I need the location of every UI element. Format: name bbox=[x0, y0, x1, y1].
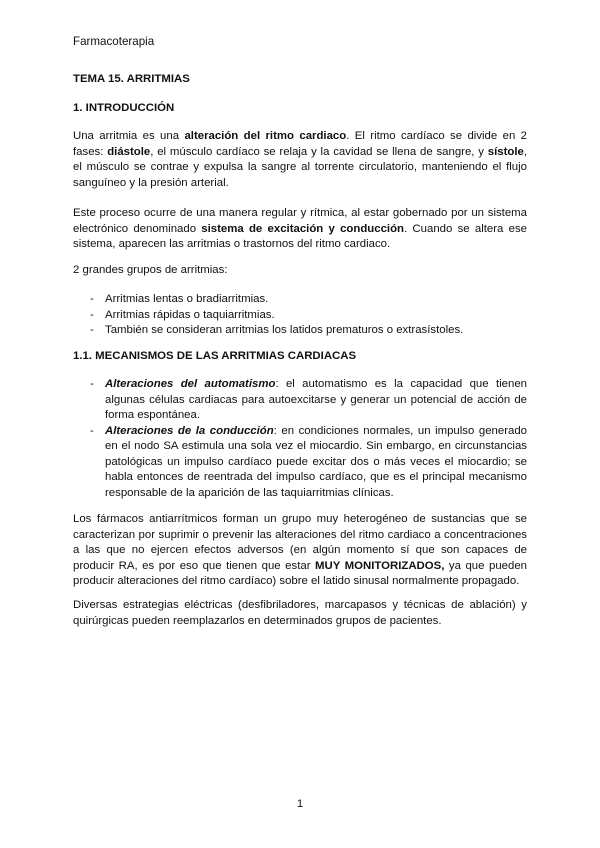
mechanism-term: Alteraciones del automatismo bbox=[105, 378, 276, 390]
list-item-text: Arritmias lentas o bradiarritmias. bbox=[105, 293, 269, 305]
bold-term-monitorizados: MUY MONITORIZADOS, bbox=[315, 559, 445, 572]
text-run: Los fármacos antiarrítmicos forman un grupo muy heterogéneo de sustancias que se caracterizan por suprimir o prevenir las alteraciones del ritmo cardiaco a concentraciones a las que no ejercen efectos adversos (en algún momento sí que son capaces de producir RA, es por eso que tienen que estar bbox=[73, 513, 527, 572]
bold-term-sistole: sístole bbox=[487, 145, 524, 158]
dash-bullet: - bbox=[90, 308, 94, 321]
section-heading-introduccion: 1. INTRODUCCIÓN bbox=[73, 102, 175, 114]
mechanisms-list bbox=[73, 377, 527, 501]
bold-term-diastole: diástole bbox=[107, 145, 151, 158]
running-header: Farmacoterapia bbox=[73, 35, 155, 48]
list-item bbox=[73, 292, 527, 308]
page-number: 1 bbox=[296, 798, 304, 810]
list-item-text: Arritmias rápidas o taquiarritmias. bbox=[105, 308, 275, 321]
text-run: . El ritmo cardíaco se divide en 2 fases: bbox=[73, 130, 528, 158]
bold-term-sistema: sistema de excitación y conducción bbox=[201, 222, 405, 235]
section-heading-mecanismos: 1.1. MECANISMOS DE LAS ARRITMIAS CARDIACAS bbox=[73, 350, 357, 362]
paragraph-antiarrhythmic-drugs bbox=[73, 512, 527, 590]
arrhythmia-groups-list bbox=[73, 292, 527, 339]
text-run: Una arritmia es una bbox=[73, 130, 185, 142]
dash-bullet: - bbox=[90, 324, 94, 336]
paragraph-strategies: Diversas estrategias eléctricas (desfibriladores, marcapasos y técnicas de ablación) y quirúrgicas pueden reemplazarlos en determinados grupos de pacientes. bbox=[73, 599, 527, 627]
paragraph-definition bbox=[73, 129, 527, 191]
mechanism-text: : en condiciones normales, un impulso generado en el nodo SA estimula una sola vez el miocardio. Sin embargo, en circunstancias patológicas un impulso cardíaco puede excitar dos o más veces el miocardio; se habla entonces de reentrada del impulso cardíaco, que es el principal mecanismo responsable de la aparición de las taquiarritmias clínicas. bbox=[105, 424, 527, 499]
list-item bbox=[73, 308, 527, 324]
bold-term-alteracion: alteración del ritmo cardiaco bbox=[184, 130, 347, 142]
text-run: Este proceso ocurre de una manera regular y rítmica, al estar gobernado por un sistema electrónico denominado bbox=[73, 207, 527, 235]
paragraph-conduction-system bbox=[73, 206, 527, 253]
list-item bbox=[73, 377, 527, 424]
list-item bbox=[73, 323, 527, 339]
dash-bullet: - bbox=[90, 424, 94, 437]
dash-bullet: - bbox=[90, 293, 94, 305]
text-run: , el músculo cardíaco se relaja y la cavidad se llena de sangre, y bbox=[150, 145, 488, 158]
text-run: , el músculo se contrae y expulsa la sangre al torrente circulatorio, manteniendo el flujo sanguíneo y la presión arterial. bbox=[73, 145, 528, 189]
dash-bullet: - bbox=[90, 378, 94, 390]
paragraph-groups-intro: 2 grandes grupos de arritmias: bbox=[73, 264, 228, 276]
text-run: ya que pueden producir alteraciones del ritmo cardíaco) sobre el latido sinusal normalmente propagado. bbox=[73, 559, 527, 587]
text-run: . Cuando se altera ese sistema, aparecen las arritmias o trastornos del ritmo cardiaco. bbox=[73, 222, 527, 250]
mechanism-text: : el automatismo es la capacidad que tienen algunas células cardiacas para autoexcitarse y generar un potencial de acción de forma espontánea. bbox=[105, 378, 527, 421]
mechanism-term: Alteraciones de la conducción bbox=[105, 424, 274, 437]
list-item bbox=[73, 424, 527, 502]
chapter-title: TEMA 15. ARRITMIAS bbox=[73, 73, 190, 85]
list-item-text: También se consideran arritmias los latidos prematuros o extrasístoles. bbox=[105, 324, 464, 336]
